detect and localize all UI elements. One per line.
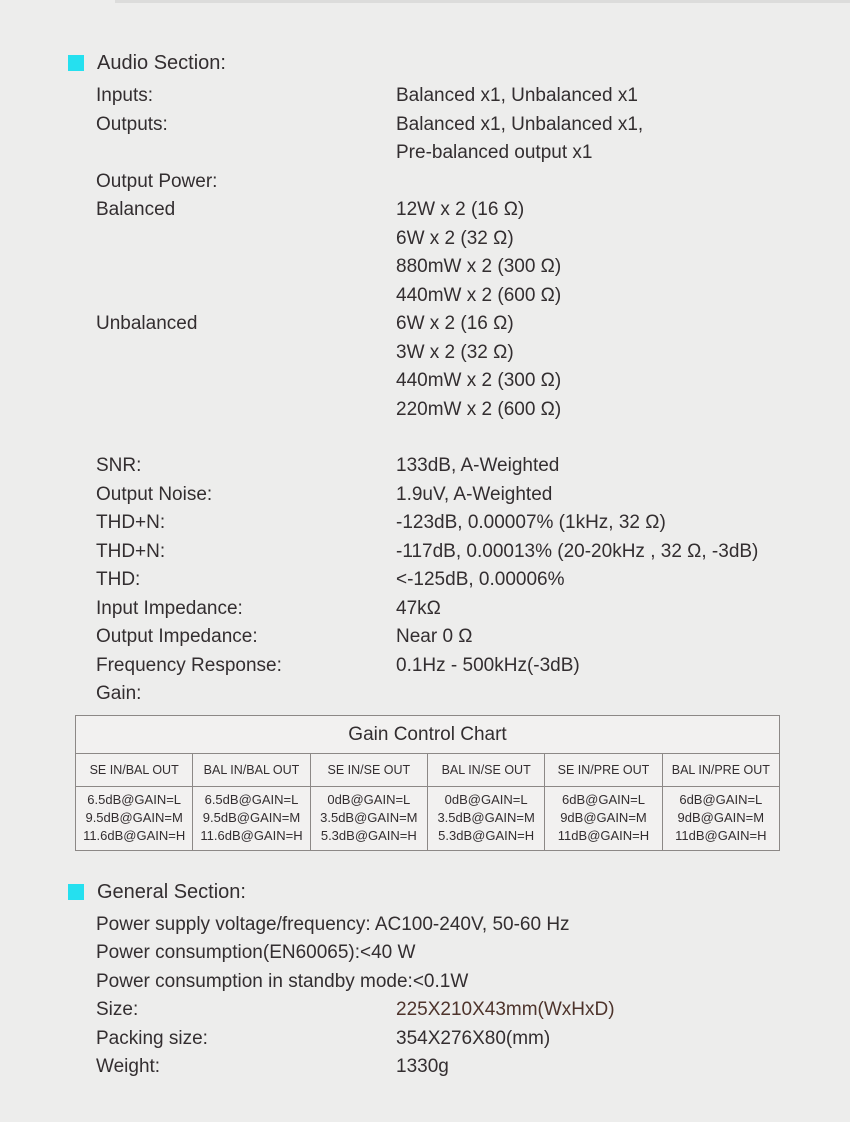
gain-cell (193, 786, 310, 850)
spec-row (96, 652, 850, 681)
gain-title-row (76, 715, 780, 753)
gain-cell (76, 786, 193, 850)
gain-value: 5.3dB@GAIN=H (438, 827, 535, 843)
spec-value: 1.9uV, A-Weighted (396, 483, 553, 505)
spec-value: 220mW x 2 (600 Ω) (396, 398, 562, 420)
spec-value: Near 0 Ω (396, 626, 473, 647)
gain-value: 6.5dB@GAIN=L (204, 791, 299, 807)
spec-value: 3W x 2 (32 Ω) (396, 341, 514, 363)
spec-value: 47kΩ (396, 597, 441, 619)
gain-column-header: BAL IN/PRE OUT (662, 753, 779, 786)
gain-cell (662, 786, 779, 850)
spec-values (396, 566, 850, 595)
gain-value: 5.3dB@GAIN=H (320, 827, 417, 843)
general-spec-value: 354X276X80(mm) (396, 1027, 551, 1049)
general-spec-row (96, 996, 850, 1025)
gain-value: 0dB@GAIN=L (444, 791, 528, 807)
general-spec-lines (96, 911, 850, 997)
gain-control-table (75, 715, 780, 851)
general-spec-row (96, 1053, 850, 1082)
spec-value: Balanced x1, Unbalanced x1 (396, 85, 638, 106)
spec-value: 12W x 2 (16 Ω) (396, 199, 525, 220)
gain-table-title: Gain Control Chart (76, 715, 780, 753)
spec-row (96, 168, 850, 197)
general-spec-label: Size: (96, 999, 139, 1020)
spec-values (396, 452, 850, 481)
spec-value: 440mW x 2 (300 Ω) (396, 370, 562, 391)
gain-cell (545, 786, 662, 850)
spec-row (96, 310, 850, 424)
general-spec-rows (96, 996, 850, 1082)
gain-cell (310, 786, 427, 850)
gain-value: 6dB@GAIN=L (679, 791, 763, 807)
gain-value: 0dB@GAIN=L (327, 791, 411, 807)
general-section-title: General Section: (97, 880, 246, 903)
spec-values (396, 623, 850, 652)
spec-row (96, 566, 850, 595)
spec-row (96, 623, 850, 652)
general-spec-label: Packing size: (96, 1027, 208, 1049)
spec-label: Inputs: (96, 85, 154, 106)
spec-value: -117dB, 0.00013% (20-20kHz , 32 Ω, -3dB) (396, 540, 759, 562)
gain-value: 11dB@GAIN=H (557, 827, 650, 843)
gain-column-header: BAL IN/BAL OUT (193, 753, 310, 786)
gain-column-header: SE IN/SE OUT (310, 753, 427, 786)
spec-row (96, 111, 850, 168)
spec-value: Pre-balanced output x1 (396, 142, 593, 163)
spec-label: THD: (96, 569, 141, 590)
spec-value: <-125dB, 0.00006% (396, 569, 565, 590)
spec-values (396, 481, 850, 510)
gain-body-row (76, 786, 780, 850)
gain-header-row (76, 753, 780, 786)
spec-value: 6W x 2 (16 Ω) (396, 313, 514, 334)
gain-value: 9dB@GAIN=M (560, 809, 647, 825)
spec-value: Balanced x1, Unbalanced x1, (396, 113, 644, 135)
gain-value: 6dB@GAIN=L (562, 791, 645, 807)
spec-label: Balanced (96, 199, 176, 220)
gain-column-header: SE IN/BAL OUT (76, 753, 193, 786)
section-bullet-icon (68, 55, 84, 71)
audio-spec-list (96, 82, 850, 709)
general-spec-line: Power consumption(EN60065):<40 W (96, 942, 416, 963)
gain-cell (427, 786, 544, 850)
gain-value: 3.5dB@GAIN=M (320, 809, 418, 825)
spec-row (96, 595, 850, 624)
gain-value: 3.5dB@GAIN=M (437, 809, 535, 825)
general-spec-value: 1330g (396, 1056, 449, 1077)
spec-value: 0.1Hz - 500kHz(-3dB) (396, 654, 580, 676)
spec-label: THD+N: (96, 512, 166, 533)
spec-row (96, 82, 850, 111)
spec-row (96, 196, 850, 310)
gain-value: 11.6dB@GAIN=H (200, 827, 303, 843)
spec-row (96, 538, 850, 567)
general-spec-line: Power supply voltage/frequency: AC100-240V, 50-60 Hz (96, 913, 570, 935)
section-bullet-icon (68, 884, 84, 900)
spec-label: Frequency Response: (96, 654, 282, 676)
spec-row (96, 481, 850, 510)
spec-values (396, 82, 850, 111)
spec-label: Gain: (96, 683, 142, 704)
gain-value: 11.6dB@GAIN=H (83, 827, 186, 843)
general-spec-value: 225X210X43mm(WxHxD) (396, 999, 615, 1020)
spec-values (396, 196, 850, 310)
spec-values (396, 538, 850, 567)
spec-label: Outputs: (96, 113, 168, 135)
top-divider (115, 0, 850, 3)
spec-label: THD+N: (96, 540, 166, 562)
gain-column-header: SE IN/PRE OUT (545, 753, 662, 786)
general-spec-row (96, 1025, 850, 1054)
gain-value: 11dB@GAIN=H (675, 827, 767, 843)
spec-label: Input Impedance: (96, 597, 243, 619)
spec-values (396, 509, 850, 538)
gain-value: 9.5dB@GAIN=M (85, 809, 183, 825)
spec-row (96, 452, 850, 481)
gain-value: 6.5dB@GAIN=L (87, 791, 182, 807)
spec-value: -123dB, 0.00007% (1kHz, 32 Ω) (396, 512, 666, 533)
audio-section-title: Audio Section: (97, 52, 226, 74)
general-spec-line: Power consumption in standby mode:<0.1W (96, 970, 469, 992)
spec-label: Output Impedance: (96, 626, 258, 647)
spec-row (96, 509, 850, 538)
spec-label: Unbalanced (96, 313, 198, 334)
spec-values (396, 652, 850, 681)
spec-label: SNR: (96, 455, 142, 476)
gain-table-container (75, 715, 850, 851)
gain-value: 9.5dB@GAIN=M (202, 809, 301, 825)
spec-value: 880mW x 2 (300 Ω) (396, 256, 562, 277)
gain-column-header: BAL IN/SE OUT (427, 753, 544, 786)
spec-label: Output Noise: (96, 483, 213, 505)
spec-value: 440mW x 2 (600 Ω) (396, 284, 562, 306)
spec-values (396, 111, 850, 168)
spec-values (396, 595, 850, 624)
gain-value: 9dB@GAIN=M (677, 809, 765, 825)
spec-row (96, 680, 850, 709)
general-section-heading (68, 881, 850, 903)
audio-section-heading (68, 0, 850, 74)
spec-label: Output Power: (96, 170, 218, 192)
general-spec-label: Weight: (96, 1056, 161, 1077)
spec-value: 6W x 2 (32 Ω) (396, 227, 514, 249)
spec-values (396, 310, 850, 424)
spec-value: 133dB, A-Weighted (396, 455, 560, 476)
